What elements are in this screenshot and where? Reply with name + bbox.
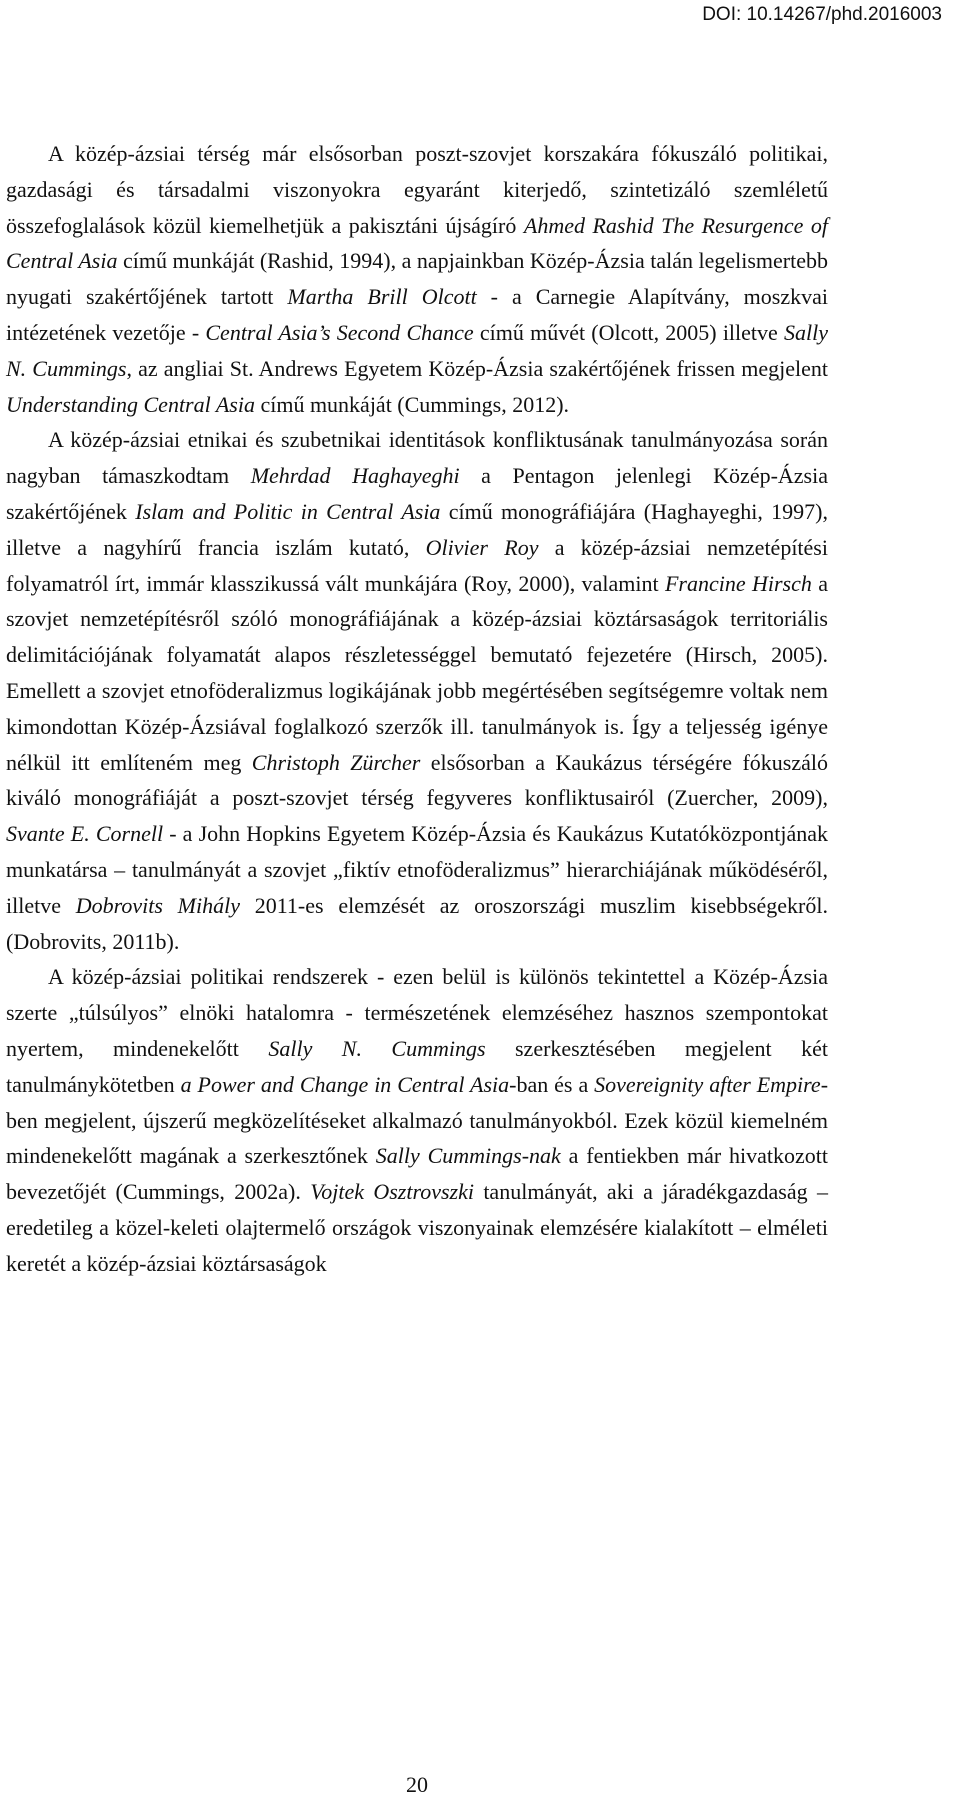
italic-reference: Christoph Zürcher — [251, 749, 421, 775]
italic-reference: Svante E. Cornell — [6, 821, 164, 847]
italic-reference: Islam and Politic in Central Asia — [135, 498, 441, 524]
paragraph — [6, 136, 828, 422]
text-run: szerkesztésében megjelent két tanulmánykötetben — [6, 1035, 828, 1097]
text-run: című munkáját (Rashid, 1994), a napjainkban Közép-Ázsia talán legelismertebb nyugati szakértőjének tartott — [6, 248, 828, 310]
italic-reference: Dobrovits Mihály — [75, 892, 240, 918]
italic-reference: Sovereignity after Empire — [594, 1071, 821, 1097]
text-run: - a Carnegie Alapítvány, moszkvai intézetének vezetője - — [6, 284, 828, 345]
paragraph — [6, 959, 828, 1281]
text-run: A közép-ázsiai politikai rendszerek - ezen belül is különös tekintettel a Közép-Ázsia szerte „túlsúlyos” elnöki hatalomra - természetének elemzéséhez hasznos szempontokat nyertem, mindenekelőtt — [6, 964, 828, 1061]
italic-reference: Central Asia’s Second Chance — [205, 319, 474, 345]
italic-reference: Martha Brill Olcott — [287, 284, 477, 310]
text-run: 2011-es elemzését az oroszországi muszlim kisebbségekről. (Dobrovits, 2011b). — [6, 892, 828, 954]
text-run: -ban és a — [509, 1071, 595, 1097]
italic-reference: Olivier Roy — [425, 534, 539, 560]
italic-reference: Understanding Central Asia — [6, 391, 255, 417]
text-run: a Pentagon jelenlegi Közép-Ázsia szakértőjének — [6, 463, 828, 524]
text-run: című monográfiájára (Haghayeghi, 1997), illetve a nagyhírű francia iszlám kutató, — [6, 498, 829, 560]
text-run: - a John Hopkins Egyetem Közép-Ázsia és Kaukázus Kutatóközpontjának munkatársa – tanulmányát a szovjet „fiktív etnoföderalizmus” hierarchiájának működéséről, illetve — [6, 821, 828, 918]
text-run: A közép-ázsiai térség már elsősorban poszt-szovjet korszakára fókuszáló politikai, gazdasági és társadalmi viszonyokra egyaránt kiterjedő, szintetizáló szemléletű összefoglalások közül kiemelhetjük a pakisztáni újságíró — [6, 141, 828, 238]
page-number: 20 — [406, 1772, 428, 1797]
text-run: tanulmányát, aki a járadékgazdaság – eredetileg a közel-keleti olajtermelő országok viszonyainak elemzésére kialakított – elméleti keretét a közép-ázsiai köztársaságok — [6, 1179, 828, 1276]
paragraph — [6, 422, 828, 959]
text-run: A közép-ázsiai etnikai és szubetnikai identitások konfliktusának tanulmányozása során nagyban támaszkodtam — [6, 427, 828, 489]
doi-header: DOI: 10.14267/phd.2016003 — [702, 4, 942, 25]
text-run: című munkáját (Cummings, 2012). — [254, 391, 570, 417]
italic-reference: Mehrdad Haghayeghi — [250, 463, 460, 489]
italic-reference: Sally N. Cummings — [6, 319, 828, 381]
italic-reference: Sally Cummings-nak — [375, 1143, 561, 1169]
text-run: című művét (Olcott, 2005) illetve — [473, 319, 784, 345]
italic-reference: Francine Hirsch — [664, 570, 812, 596]
text-run: a közép-ázsiai nemzetépítési folyamatról írt, immár klasszikussá vált munkájára (Roy, 2000), valamint — [6, 534, 828, 596]
body-text — [6, 136, 828, 1282]
text-run: a fentiekben már hivatkozott bevezetőjét (Cummings, 2002a). — [6, 1143, 828, 1205]
text-run: -ben megjelent, újszerű megközelítéseket alkalmazó tanulmányokból. Ezek közül kiemelném mindenekelőtt magának a szerkesztőnek — [6, 1071, 829, 1169]
text-run: , az angliai St. Andrews Egyetem Közép-Ázsia szakértőjének frissen megjelent — [126, 355, 828, 381]
italic-reference: a Power and Change in Central Asia — [180, 1071, 510, 1097]
italic-reference: Ahmed Rashid The Resurgence of Central Asia — [6, 212, 828, 274]
text-run: a szovjet nemzetépítésről szóló monográfiájának a közép-ázsiai köztársaságok territoriális delimitációjának folyamatát alapos részletességgel bemutató fejezetére (Hirsch, 2005). Emellett a szovjet etnoföderalizmus logikájának jobb megértésében segítségemre voltak nem kimondottan Közép-Ázsiával foglalkozó szerzők ill. tanulmányok is. Így a teljesség igénye nélkül itt említeném meg — [6, 570, 828, 775]
italic-reference: Vojtek Osztrovszki — [310, 1179, 474, 1205]
italic-reference: Sally N. Cummings — [268, 1035, 486, 1061]
text-run: elsősorban a Kaukázus térségére fókuszáló kiváló monográfiáját a poszt-szovjet térség fegyveres konfliktusairól (Zuercher, 2009), — [6, 749, 829, 811]
